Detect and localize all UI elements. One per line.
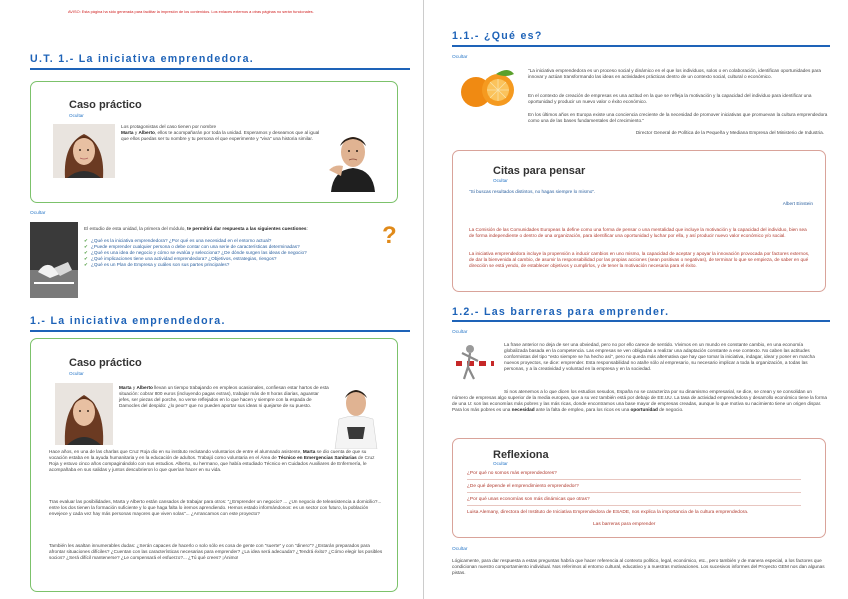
intro-text-pre: El estudio de esta unidad, la primera del módulo,: [84, 226, 187, 231]
intro-question-item: ✔ ¿Puede emprender cualquier persona o debe contar con una serie de características determinadas?: [84, 244, 384, 250]
ocultar-toggle[interactable]: Ocultar: [493, 178, 508, 183]
caso2-p2-post: de Cruz Roja y estuvo cinco años compaginándolo con sus estudios. Alberto, su hermano, que había estudiado Técnico en Cuidados Auxiliares de Enfermería, le acompañaba en sus salidas y juntos descubrieron lo que querían hacer en su vida.: [49, 455, 375, 472]
reflexiona-question: ¿Por qué no somos más emprendedores?: [467, 471, 557, 476]
section12-title: 1.2.- Las barreras para emprender.: [452, 306, 670, 318]
barreras-video-link[interactable]: Las barreras para emprender: [593, 522, 656, 527]
que-es-paragraph-2: En el contexto de creación de empresas es una actitud en la que se refleja la motivación y la capacidad del individuo para identificar una oportunidad y producir un nuevo valor o éxito económico.: [528, 93, 812, 104]
section12-title-rule: [452, 320, 830, 322]
que-es-attribution: Director General de Política de la Pequeña y Mediana Empresa del Ministerio de Industria.: [635, 130, 824, 135]
reflexiona-title: Reflexiona: [493, 449, 549, 461]
caso-practico-title: Caso práctico: [69, 99, 142, 111]
ocultar-toggle[interactable]: Ocultar: [69, 113, 84, 118]
intro-text-bold: te permitirá dar respuesta a las siguientes cuestiones: [186, 226, 307, 231]
caso2-and: y: [131, 385, 137, 390]
caso2-paragraph-1: [119, 385, 331, 409]
citas-paragraph-2: La iniciativa emprendedora incluye la propensión a inducir cambios en uno mismo, la capacidad de aceptar y apoyar la innovación provocada por factores externos, de dar la bienvenida al cambio, de asumir la responsabilidad por las propias acciones (sean positivas o negativas), de terminar lo que se empieza, de saber en qué dirección se está yendo, de establecer objetivos y cumplirlos, y de tener la motivación necesaria para el éxito.: [469, 251, 810, 268]
que-es-quote: "La iniciativa emprendedora es un proceso social y dinámico en el que los individuos, solos o en colaboración, identifican oportunidades para innovar y actúan transformando las ideas en actividades prácticas dentro de un contexto social, cultural o económico.: [528, 68, 821, 79]
caso2-name-alberto: Alberto: [136, 385, 153, 390]
citas-title: Citas para pensar: [493, 165, 586, 177]
caso-practico-box-1: [30, 81, 398, 203]
barreras-p2-necesidad: necesidad: [511, 407, 535, 412]
section11-title: 1.1.- ¿Qué es?: [452, 30, 543, 42]
alberto-portrait-image: [323, 128, 383, 192]
caso2-p1-rest: llevan un tiempo trabajando en empleos ocasionales, confiesan estar hartos de esta situación: cobrar 800 euros (incluyendo pagas extras), trabajar más de 8 horas diarias, aguantar jefes, ser piezas del porche, no verse reflejados en lo que hacen y siempre con la espada de Damocles del despido: ¿lo peor? que no pueden aportar sus ideas ni quejarse de su puesto.: [119, 385, 329, 408]
barreras-paragraph-1: La frase anterior no deja de ser una obviedad, pero no por ello carece de sentido. Vivimos en un mundo en constante cambio, en una economía globalizada basada en la competencia. Las empresas se ven obligadas a realizar una adaptación constante a ese contexto. No caben las actitudes conformistas del tipo "esto siempre se ha hecho así", pero no queda más alternativa que hay que tomar la iniciativa, indagar, idear y poner en marcha nuevos proyectos, se dice: emprender. Esta responsabilidad no atañe sólo al empresario, su necesario implicar a toda la organización, a todas las personas, y a la creatividad y voluntad en la empresa y en la sociedad.: [504, 342, 815, 371]
runners-start-image: [30, 222, 78, 298]
caso2-p2-bold: Técnico en Emergencias Sanitarias: [278, 455, 357, 460]
caso2-paragraph-2: [49, 449, 385, 473]
marta-portrait-image: [55, 383, 113, 445]
reflexiona-question: ¿De qué depende el emprendimiento emprendedor?: [467, 484, 579, 489]
ocultar-toggle[interactable]: Ocultar: [30, 211, 46, 216]
reflexiona-box: [452, 438, 826, 538]
einstein-quote: "Si buscas resultados distintos, no hagas siempre lo mismo".: [469, 189, 596, 194]
caso1-name-marta: Marta: [121, 130, 134, 135]
intro-question-list: [84, 238, 384, 268]
marta-portrait-image: [53, 124, 115, 178]
barreras-p2-oportunidad: oportunidad: [630, 407, 658, 412]
intro-question-item: ✔ ¿Qué es un Plan de Empresa y cuáles son sus partes principales?: [84, 262, 384, 268]
caso1-and: y: [133, 130, 139, 135]
ocultar-toggle[interactable]: Ocultar: [493, 461, 508, 466]
caso1-rest: , ellos te acompañarán por toda la unidad. Esperamos y deseamos que al igual que ellos puedas ser tu nombre y tu persona el que experimente y "viva" una historia similar.: [121, 130, 320, 141]
reflexiona-answer-line: [467, 479, 801, 480]
citas-para-pensar-box: [452, 150, 826, 292]
caso2-p2-pre: Hace años, en una de las charlas que Cruz Roja dio en su instituto reclutando voluntarios de entre el alumnado asistente,: [49, 449, 303, 454]
caso2-paragraph-4: También les asaltan innumerables dudas: ¿Serán capaces de hacerlo o solo sólo es cosa de gente con "suerte" y con "dinero"? ¿Estarán preparados para afrontar situaciones difíciles? ¿Cuentan con las características necesarias para emprender? ¿La idea será adecuada? ¿Tendrá éxito? ¿Cómo elegir los posibles socios? ¿Será difícil mantenerse? ¿Le compensará el esfuerzo?... ¿Tú qué crees? ¡Ánimo!: [49, 543, 383, 560]
print-notice: AVISO: Esta página ha sido generada para facilitar la impresión de los contenidos. Los enlaces externos a otras páginas no serán funcionales.: [68, 9, 314, 14]
reflexiona-credit: Luisa Alemany, directora del Instituto de Iniciativa Emprendedora de ESADE, nos explica la importancia de la cultura emprendedora.: [467, 510, 749, 515]
reflexiona-question: ¿Por qué unas economías son más dinámicas que otras?: [467, 497, 590, 502]
que-es-paragraph-3: En los últimos años en Europa existe una conciencia creciente de la necesidad de promover iniciativas que promuevan la cultura emprendedora como una de las bases fundamentales del crecimiento.": [528, 112, 828, 123]
section1-title-rule: [30, 330, 410, 332]
reflexiona-answer-line: [467, 492, 801, 493]
caso-practico-title: Caso práctico: [69, 357, 142, 369]
question-mark-icon: ?: [382, 222, 397, 249]
ocultar-toggle[interactable]: Ocultar: [452, 55, 468, 60]
intro-text-post: :: [306, 226, 308, 231]
right-page: [424, 0, 848, 599]
barreras-paragraph-2: [452, 389, 828, 413]
caso2-paragraph-3: Tras evaluar las posibilidades, Marta y Alberto están cansados de trabajar para otros: "¿Emprender un negocio? ... ¿Un negocio de teleasistencia a domicilio?... entre los dos tienen la formación suficiente y lo que haga falta lo iremos aprendiendo. Hemos estado informándonos: es un sector con futuro, la población envejece y cada vez hay más personas mayores que viven solas"... ¿Arrancamos con este proyecto?: [49, 499, 382, 516]
intro-text: [84, 226, 384, 232]
caso1-intro: Los protagonistas del caso tienen por nombre: [121, 124, 217, 129]
caso-practico-box-2: [30, 338, 398, 592]
closing-paragraph: Lógicamente, para dar respuesta a estas preguntas habría que hacer referencia al contexto político, legal, económico, etc., pero también y de manera especial, a los factores que condicionan nuestro comportamiento individual. Nos referimos al entorno cultural, educativo y a nuestras motivaciones. Los sucesivos informes del Proyecto GEM nos dan algunas pistas.: [452, 558, 825, 575]
reflexiona-answer-line: [467, 505, 801, 506]
caso2-p2-mid: se dio cuenta de que su vocación estaba en la ayuda humanitaria y en la educación de adultos. Trabajó como voluntaria en el Área de: [49, 449, 367, 460]
oranges-image: [452, 66, 524, 110]
intro-question-item: ✔ ¿Qué implicaciones tiene una actividad emprendedora? ¿Objetivos, estrategias, riesgos?: [84, 256, 384, 262]
caso1-text: [121, 124, 326, 142]
caso2-name-marta: Marta: [119, 385, 132, 390]
unit-title-rule: [30, 68, 410, 70]
unit-title: U.T. 1.- La iniciativa emprendedora.: [30, 53, 255, 65]
intro-question-item: ✔ ¿Qué es la iniciativa emprendedora? ¿Por qué es una necesidad en el entorno actual?: [84, 238, 384, 244]
section11-title-rule: [452, 45, 830, 47]
section1-title: 1.- La iniciativa emprendedora.: [30, 315, 226, 327]
barreras-p2-mid: ante la falta de empleo, para los ricos es una: [534, 407, 631, 412]
caso2-p2-name: Marta: [302, 449, 316, 454]
ocultar-toggle[interactable]: Ocultar: [69, 371, 84, 376]
caso1-name-alberto: Alberto: [138, 130, 155, 135]
intro-question-item: ✔ ¿Qué es una idea de negocio y cómo se evalúa y selecciona? ¿De dónde surgen las ideas de negocio?: [84, 250, 384, 256]
barrier-figure-image: [452, 341, 498, 383]
ocultar-toggle[interactable]: Ocultar: [452, 330, 468, 335]
barreras-p2-pre: Si nos atenemos a lo que dicen los estudios sesudos, España no se caracteriza por su dinamismo empresarial, se dice, se crean y se consolidan un número de empresas algo superior de la media europea, que a su vez también está por debajo de EE.UU. La tasa de actividad emprendedora y desarrollo económico tiene la forma de una U: son las economías más pobres y las más ricas, donde encontramos una base mayor de empresas creadas, aunque lo que motiva su nacimiento tiene un origen dispar. Para los más pobres es una: [452, 389, 827, 412]
ocultar-toggle[interactable]: Ocultar: [452, 547, 468, 552]
barreras-p2-post: de negocio.: [657, 407, 684, 412]
alberto-portrait-image: [329, 383, 383, 449]
citas-paragraph-1: La Comisión de las Comunidades Europeas la define como una forma de pensar o una mentalidad que incluye la motivación y la capacidad del individuo, bien sea de forma independiente o dentro de una organización, para identificar una oportunidad y luchar por ella, y así producir nuevo valor económico y/o social.: [469, 227, 807, 238]
einstein-author: Albert Einstein: [782, 201, 813, 206]
